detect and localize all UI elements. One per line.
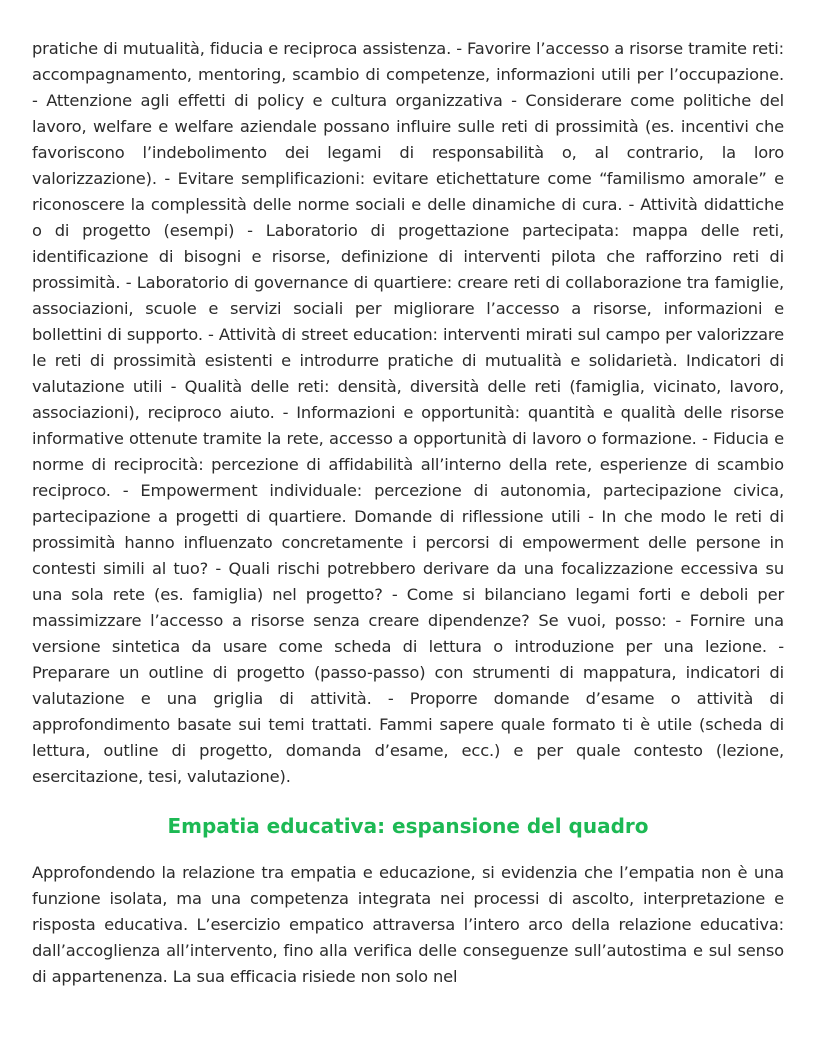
document-page bbox=[32, 36, 784, 990]
section-heading: Empatia educativa: espansione del quadro bbox=[167, 814, 649, 838]
body-paragraph-2: Approfondendo la relazione tra empatia e educazione, si evidenzia che l’empatia non è una funzione isolata, ma una competenza integrata nei processi di ascolto, interpretazione e risposta educativa. L’esercizio empatico attraversa l’intero arco della relazione educativa: dall’accoglienza all’intervento, fino alla verifica delle conseguenze sull’autostima e sul senso di appartenenza. La sua efficacia risiede non solo nel bbox=[32, 863, 784, 986]
body-paragraph-1: pratiche di mutualità, fiducia e reciproca assistenza. - Favorire l’accesso a risorse tramite reti: accompagnamento, mentoring, scambio di competenze, informazioni utili per l’occupazione. - Attenzione agli effetti di policy e cultura organizzativa - Considerare come politiche del lavoro, welfare e welfare aziendale possano influire sulle reti di prossimità (es. incentivi che favoriscono l’indebolimento dei legami di responsabilità o, al contrario, la loro valorizzazione). - Evitare semplificazioni: evitare etichettature come “familismo amorale” e riconoscere la complessità delle norme sociali e delle dinamiche di cura. - Attività didattiche o di progetto (esempi) - Laboratorio di progettazione partecipata: mappa delle reti, identificazione di bisogni e risorse, definizione di interventi pilota che rafforzino reti di prossimità. - Laboratorio di governance di quartiere: creare reti di collaborazione tra famiglie, associazioni, scuole e servizi sociali per migliorare l’accesso a risorse, informazioni e bollettini di supporto. - Attività di street education: interventi mirati sul campo per valorizzare le reti di prossimità esistenti e introdurre pratiche di mutualità e solidarietà. Indicatori di valutazione utili - Qualità delle reti: densità, diversità delle reti (famiglia, vicinato, lavoro, associazioni), reciproco aiuto. - Informazioni e opportunità: quantità e qualità delle risorse informative ottenute tramite la rete, accesso a opportunità di lavoro o formazione. - Fiducia e norme di reciprocità: percezione di affidabilità all’interno della rete, esperienze di scambio reciproco. - Empowerment individuale: percezione di autonomia, partecipazione civica, partecipazione a progetti di quartiere. Domande di riflessione utili - In che modo le reti di prossimità hanno influenzato concretamente i percorsi di empowerment delle persone in contesti simili al tuo? - Quali rischi potrebbero derivare da una focalizzazione eccessiva su una sola rete (es. famiglia) nel progetto? - Come si bilanciano legami forti e deboli per massimizzare l’accesso a risorse senza creare dipendenze? Se vuoi, posso: - Fornire una versione sintetica da usare come scheda di lettura o introduzione per una lezione. - Preparare un outline di progetto (passo-passo) con strumenti di mappatura, indicatori di valutazione e una griglia di attività. - Proporre domande d’esame o attività di approfondimento basate sui temi trattati. Fammi sapere quale formato ti è utile (scheda di lettura, outline di progetto, domanda d’esame, ecc.) e per quale contesto (lezione, esercitazione, tesi, valutazione). bbox=[32, 39, 784, 786]
